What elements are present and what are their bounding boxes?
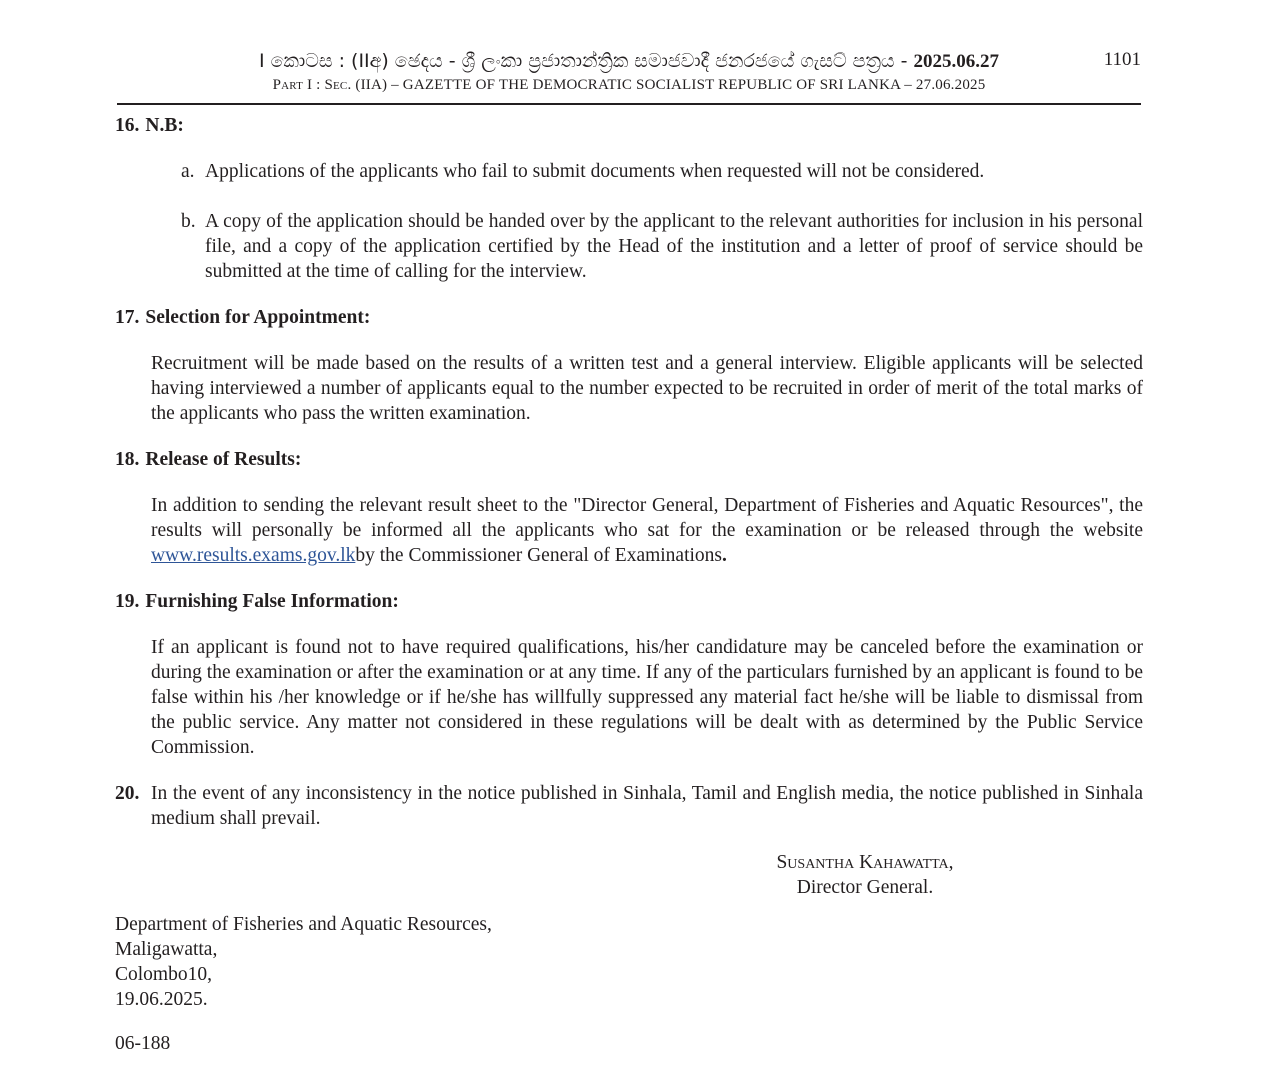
section-number: 17. bbox=[115, 307, 140, 328]
section-number: 20. bbox=[115, 783, 140, 804]
address-block bbox=[115, 912, 492, 1012]
gazette-header bbox=[117, 46, 1141, 105]
header-sinhala-date: 2025.06.27 bbox=[913, 51, 1000, 72]
section-number: 18. bbox=[115, 449, 140, 470]
results-end-mark: . bbox=[722, 545, 727, 566]
section-title: Selection for Appointment: bbox=[145, 307, 371, 328]
section-number: 19. bbox=[115, 591, 140, 612]
item-text: A copy of the application should be handed over by the applicant to the relevant authorities for inclusion in his personal file, and a copy of the application certified by the Head of the institution and a letter of proof of service should be submitted at the time of calling for the interview. bbox=[205, 211, 1143, 282]
header-english-title bbox=[117, 77, 1141, 94]
section-title: Release of Results: bbox=[145, 449, 302, 470]
section-17-text: Recruitment will be made based on the results of a written test and a general interview. Eligible applicants will be selected having interviewed a number of applicants equal to the number expected to be recruited in order of merit of the total marks of the applicants who pass the written examination. bbox=[151, 353, 1143, 424]
header-part-label: Part I : bbox=[272, 77, 321, 93]
section-title: Furnishing False Information: bbox=[145, 591, 399, 612]
address-line: Department of Fisheries and Aquatic Resources, bbox=[115, 914, 492, 935]
section-18-heading bbox=[115, 447, 1143, 472]
reference-number: 06-188 bbox=[115, 1033, 171, 1054]
page-number: 1101 bbox=[1103, 49, 1141, 70]
results-text-after: by the Commissioner General of Examinations bbox=[355, 545, 723, 566]
section-20 bbox=[115, 781, 1143, 831]
section-number: 16. bbox=[115, 115, 140, 136]
section-title: N.B: bbox=[145, 115, 184, 136]
signatory-name: Susantha Kahawatta, bbox=[776, 852, 954, 873]
address-line: Maligawatta, bbox=[115, 939, 218, 960]
results-website-link[interactable]: www.results.exams.gov.lk bbox=[151, 545, 356, 566]
section-19-heading bbox=[115, 589, 1143, 614]
section-16-item-a bbox=[115, 159, 1143, 184]
address-line: Colombo10, bbox=[115, 964, 212, 985]
section-20-text: In the event of any inconsistency in the notice published in Sinhala, Tamil and English media, the notice published in Sinhala medium shall prevail. bbox=[151, 783, 1143, 829]
results-text-before: In addition to sending the relevant result sheet to the "Director General, Department of Fisheries and Aquatic Resources", the results will personally be informed all the applicants who sat for the examination or be released through the website bbox=[151, 495, 1143, 541]
signature-block bbox=[700, 850, 1030, 900]
header-sinhala-title bbox=[117, 50, 1141, 73]
item-marker: b. bbox=[181, 211, 196, 232]
item-text: Applications of the applicants who fail to submit documents when requested will not be considered. bbox=[205, 161, 985, 182]
signatory-title: Director General. bbox=[796, 877, 934, 898]
header-sinhala-text: I කොටස : (IIඅ) ඡෙදය - ශ්‍රී ලංකා ප්‍රජාතාන්ත්‍රික සමාජවාදී ජනරජයේ ගැසට් පත්‍රය - bbox=[258, 50, 908, 72]
section-19-text: If an applicant is found not to have required qualifications, his/her candidature may be canceled before the examination or during the examination or after the examination or at any time. If any of the particulars furnished by an applicant is found to be false within his /her knowledge or if he/she has willfully suppressed any material fact he/she will be liable to dismissal from the public service. Any matter not considered in these regulations will be dealt with as determined by the Public Service Commission. bbox=[151, 637, 1144, 758]
item-marker: a. bbox=[181, 161, 195, 182]
section-18-text bbox=[115, 493, 1143, 568]
header-english-text: (IIA) – GAZETTE OF THE DEMOCRATIC SOCIALIST REPUBLIC OF SRI LANKA – 27.06.2025 bbox=[355, 77, 986, 93]
section-16-heading bbox=[115, 113, 1143, 138]
section-16-item-b bbox=[115, 209, 1143, 284]
header-sec-label: Sec. bbox=[324, 77, 352, 93]
address-date: 19.06.2025. bbox=[115, 989, 208, 1010]
section-17-heading bbox=[115, 305, 1143, 330]
gazette-body bbox=[115, 113, 1143, 831]
